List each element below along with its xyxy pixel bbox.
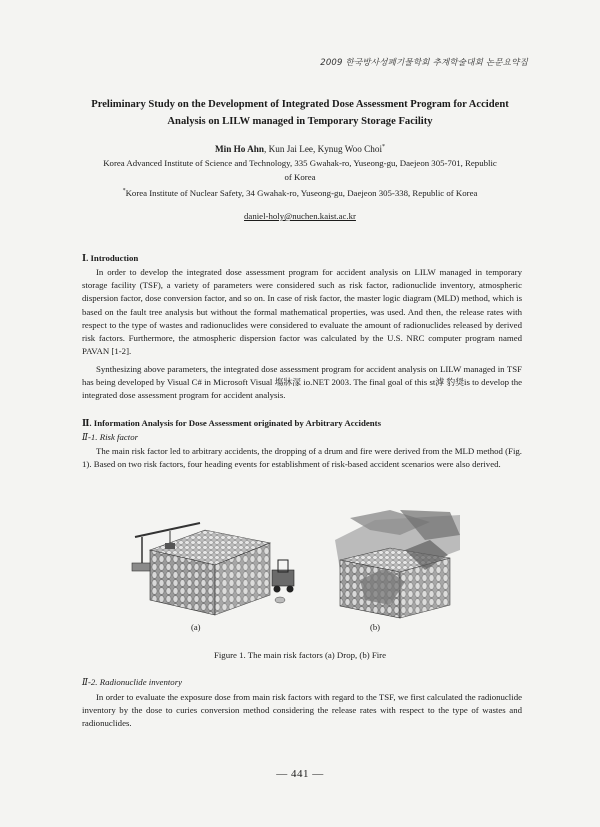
author-mark: *	[382, 144, 386, 150]
affiliation-1-line-2: of Korea	[284, 172, 316, 182]
figure-drop-image	[130, 515, 305, 620]
other-authors: , Kun Jai Lee, Kynug Woo Choi	[264, 144, 383, 155]
affiliation-2-text: Korea Institute of Nuclear Safety, 34 Gwahak-ro, Yuseong-gu, Daejeon 305-338, Republic of Korea	[125, 187, 478, 198]
section-1-paragraph-2: Synthesizing above parameters, the integrated dose assessment program for accident analysis on LILW managed in TSF has being developed by Visual C# in Microsoft Visual 塲牀溕 io.NET 2003. The final goal of this st滹 豹奨is to develop the integrated dose assessment program for accident analysis.	[82, 364, 522, 401]
subsection-2-1-heading: Ⅱ-1. Risk factor	[82, 432, 139, 442]
figure-label-a: (a)	[191, 622, 201, 632]
subsection-2-2-heading: Ⅱ-2. Radionuclide inventory	[82, 677, 183, 687]
affiliation-mark: *	[122, 188, 126, 194]
email-link[interactable]: daniel-holy@nuchen.kaist.ac.kr	[244, 211, 356, 221]
proceedings-header: 2009 한국방사성폐기물학회 추계학술대회 논문요약집	[320, 58, 528, 68]
section-2-heading: Ⅱ. Information Analysis for Dose Assessment originated by Arbitrary Accidents	[82, 418, 382, 428]
page-number: — 441 —	[276, 768, 324, 780]
affiliation-1-line-1: Korea Advanced Institute of Science and Technology, 335 Gwahak-ro, Yuseong-gu, Daejeon 305-701, Republic	[103, 158, 497, 168]
section-1-paragraph-1: In order to develop the integrated dose assessment program for accident analysis on LILW managed in temporary storage facility (TSF), a variety of parameters were considered such as risk factor, radionuclide inventory, atmospheric dispersion factor, dose conversion factor, and so on. In case of risk factor, the master logic diagram (MLD) method, which is based on the fault tree analysis but without the formal mathematical properties, was used. And then, the release rates with respect to the type of wastes and radionuclides were considered to evaluate the amount of radionuclides released by derived risk factors. Furthermore, the atmospheric dispersion factor was calculated by the U.S. NRC computer program named PAVAN [1-2].	[82, 267, 522, 357]
figure-fire-image	[330, 510, 465, 622]
figure-caption: Figure 1. The main risk factors (a) Drop, (b) Fire	[213, 650, 387, 660]
first-author: Min Ho Ahn	[214, 144, 264, 155]
section-1-heading: Ⅰ. Introduction	[82, 253, 139, 263]
title-line-2: Analysis on LILW managed in Temporary Storage Facility	[167, 116, 433, 127]
subsection-2-1-paragraph: The main risk factor led to arbitrary accidents, the dropping of a drum and fire were derived from the MLD method (Fig. 1). Based on two risk factors, four heading events for establishment of risk-based accident scenarios were also derived.	[82, 446, 522, 470]
title-line-1: Preliminary Study on the Development of Integrated Dose Assessment Program for Accident	[91, 99, 509, 110]
subsection-2-2-paragraph: In order to evaluate the exposure dose from main risk factors with regard to the TSF, we first calculated the radionuclide inventory by the dose to curies conversion method considering the release rates with respect to the type of wastes and radionuclides.	[82, 692, 522, 729]
paper-title	[70, 96, 530, 130]
affiliation-2	[80, 184, 520, 200]
affiliation-1	[80, 156, 520, 184]
author-list	[70, 144, 530, 154]
figure-label-b: (b)	[370, 622, 381, 632]
